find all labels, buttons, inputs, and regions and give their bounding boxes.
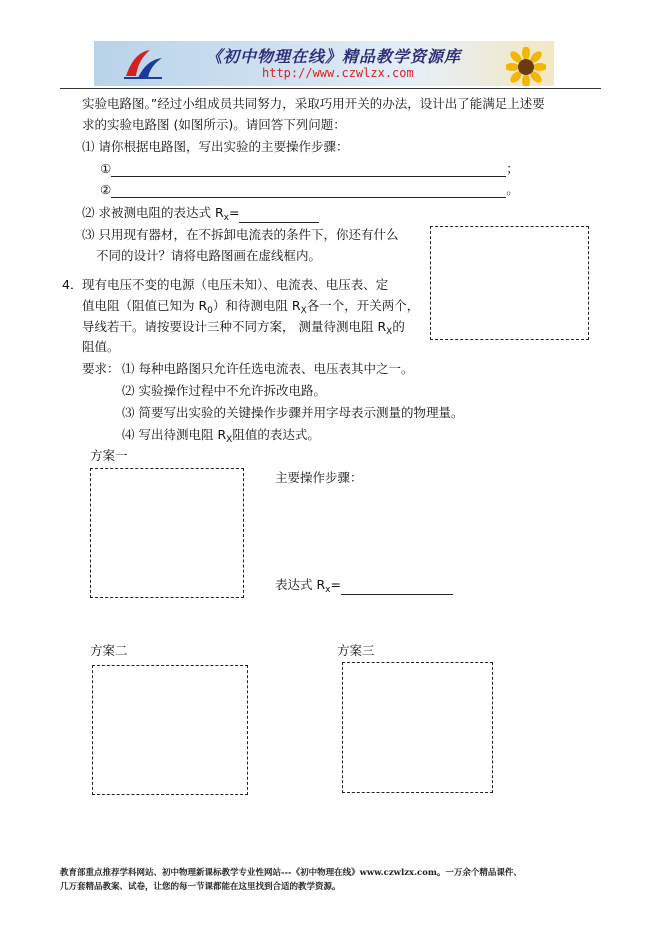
rx-subscript: X bbox=[300, 306, 307, 316]
p4-line-1: 现有电压不变的电源（电压未知）、电流表、电压表、定 bbox=[82, 277, 389, 292]
p4-line-2-a: 值电阻（阻值已知为 R bbox=[82, 298, 208, 313]
q1-step-2 bbox=[100, 180, 519, 198]
requirements-label: 要求： bbox=[82, 361, 120, 376]
q2-eq: = bbox=[228, 205, 240, 220]
plan-2-circuit-box[interactable] bbox=[92, 665, 248, 795]
footer-line-2: 几万套精品教案、试卷，让您的每一节课都能在这里找到合适的教学资源。 bbox=[60, 882, 341, 892]
plan-1-expression-blank[interactable] bbox=[341, 580, 453, 595]
p4-line-3 bbox=[82, 317, 405, 337]
q1-label: ⑴ 请你根据电路图，写出实验的主要操作步骤： bbox=[82, 139, 349, 154]
q2-subscript: x bbox=[223, 213, 229, 223]
p4-line-2 bbox=[82, 296, 419, 316]
step-1-marker: ① bbox=[100, 161, 112, 176]
header-banner bbox=[94, 41, 554, 86]
site-logo-icon bbox=[120, 46, 166, 82]
requirement-3: ⑶ 简要写出实验的关键操作步骤并用字母表示测量的物理量。 bbox=[122, 405, 464, 420]
rx-subscript: X bbox=[386, 327, 393, 337]
r0-subscript: 0 bbox=[207, 306, 213, 316]
q3-circuit-drawing-box[interactable] bbox=[430, 226, 589, 340]
header-divider bbox=[60, 88, 601, 89]
q2-answer-blank[interactable] bbox=[239, 208, 319, 223]
rx-subscript: x bbox=[325, 585, 331, 595]
q2-label: ⑵ 求被测电阻的表达式 R bbox=[82, 205, 224, 220]
plan-2-title: 方案二 bbox=[90, 643, 128, 658]
intro-line-2: 求的实验电路图 (如图所示)。请回答下列问题： bbox=[82, 117, 346, 132]
step-1-end: ； bbox=[506, 161, 519, 176]
step-1-answer-blank[interactable] bbox=[111, 162, 506, 177]
step-2-answer-blank[interactable] bbox=[111, 183, 506, 198]
p4-line-4: 阻值。 bbox=[82, 339, 120, 354]
q2-line bbox=[82, 203, 319, 223]
footer-line-1: 教育部重点推荐学科网站、初中物理新课标教学专业性网站---《初中物理在线》www.czwlzx.com。一万余个精品课件、 bbox=[60, 868, 522, 878]
plan-3-circuit-box[interactable] bbox=[342, 662, 493, 793]
plan-3-title: 方案三 bbox=[337, 643, 375, 658]
p4-line-2-c: 各一个，开关两个， bbox=[306, 298, 420, 313]
plan-1-circuit-box[interactable] bbox=[90, 468, 244, 598]
requirement-4-b: 阻值的表达式。 bbox=[232, 427, 320, 442]
p4-line-3-a: 导线若干。请按要设计三种不同方案， 测量待测电阻 R bbox=[82, 319, 387, 334]
sunflower-icon bbox=[506, 47, 546, 86]
intro-line-1: 实验电路图。”经过小组成员共同努力，采取巧用开关的办法，设计出了能满足上述要 bbox=[82, 96, 545, 111]
requirement-4 bbox=[122, 425, 320, 445]
p4-line-2-b: ）和待测电阻 R bbox=[212, 298, 301, 313]
plan-1-expr-label: 表达式 R bbox=[275, 577, 326, 592]
q3-line-2: 不同的设计？请将电路图画在虚线框内。 bbox=[96, 248, 322, 263]
p4-line-3-b: 的 bbox=[392, 319, 405, 334]
requirement-4-a: ⑷ 写出待测电阻 R bbox=[122, 427, 227, 442]
banner-url: http://www.czwlzx.com bbox=[262, 66, 414, 80]
p4-number: 4． bbox=[62, 277, 83, 292]
plan-1-steps-label: 主要操作步骤： bbox=[275, 470, 363, 485]
plan-1-expr-eq: = bbox=[330, 577, 341, 592]
step-2-marker: ② bbox=[100, 182, 112, 197]
requirement-1: ⑴ 每种电路图只允许任选电流表、电压表其中之一。 bbox=[122, 361, 414, 376]
q3-line-1: ⑶ 只用现有器材，在不拆卸电流表的条件下，你还有什么 bbox=[82, 227, 399, 242]
rx-subscript: X bbox=[226, 435, 233, 445]
requirement-2: ⑵ 实验操作过程中不允许拆改电路。 bbox=[122, 383, 326, 398]
step-2-end: 。 bbox=[506, 182, 519, 197]
q1-step-1 bbox=[100, 159, 519, 177]
banner-title: 《初中物理在线》精品教学资源库 bbox=[206, 47, 462, 66]
plan-1-expression bbox=[275, 575, 453, 595]
plan-1-title: 方案一 bbox=[90, 448, 128, 463]
